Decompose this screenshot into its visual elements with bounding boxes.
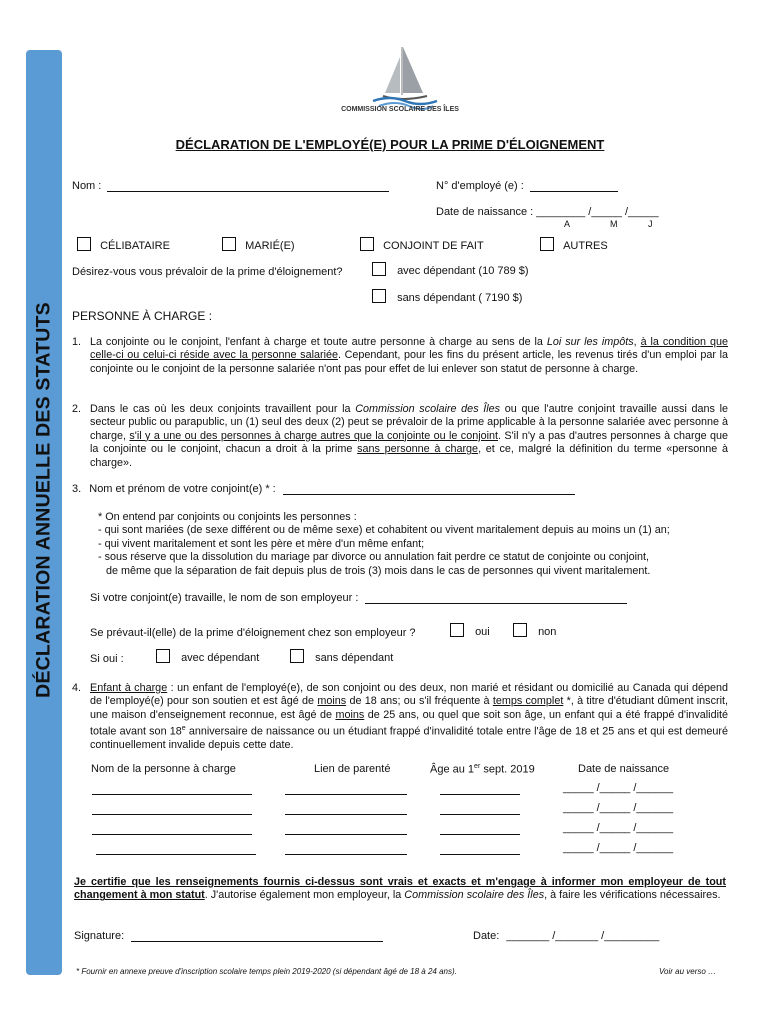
prime-question: Désirez-vous vous prévaloir de la prime d'éloignement? (72, 266, 343, 278)
celibataire-checkbox[interactable] (77, 237, 91, 251)
birth-label: Date de naissance : (436, 206, 534, 218)
dependent-row-2-name-field[interactable] (92, 814, 252, 815)
status-celibataire (77, 237, 170, 252)
col-age-b: sept. 2019 (480, 763, 535, 776)
signature-field[interactable] (131, 941, 383, 942)
note-intro: * On entend par conjoints ou conjoints les personnes : (98, 511, 357, 523)
dependent-row-4-birth-field[interactable]: _____ /_____ /______ (563, 842, 674, 854)
s4-text-c: *, à titre d'étudiant dûment inscrit, une maison d'enseignement reconnue, est âgé de (90, 695, 728, 721)
dependent-row-2-birth-field[interactable]: _____ /_____ /______ (563, 802, 674, 814)
conjoint-name-field[interactable] (283, 494, 575, 495)
employee-no-field[interactable] (530, 191, 618, 192)
prime-with-dependent-label: avec dépendant (10 789 $) (397, 265, 529, 277)
conjoint-label: CONJOINT DE FAIT (383, 240, 484, 252)
birth-m: M (610, 219, 618, 229)
certification-text-a: . J'autorise également mon employeur, la (204, 889, 405, 902)
spouse-prime-non (513, 623, 556, 638)
conjoint-checkbox[interactable] (360, 237, 374, 251)
section-4 (72, 682, 728, 753)
s4-moins-2: moins (335, 708, 365, 721)
nom-label: Nom : (72, 180, 102, 192)
s1-law-italic: Loi sur les impôts (546, 336, 634, 348)
birth-a: A (564, 219, 571, 229)
autres-checkbox[interactable] (540, 237, 554, 251)
dependent-row-3-name-field[interactable] (92, 834, 252, 835)
dependent-row-1-relation-field[interactable] (285, 794, 407, 795)
section-4-num: 4. (72, 682, 82, 694)
s2-text-b: ou que l'autre conjoint travaille aussi dans le secteur public ou parapublic, un (1) seul des deux (2) peut se prévaloir de la prime applicable à la personne salariée avec personne à charge, (90, 403, 729, 442)
birth-date-field[interactable]: ________ /_____ /_____ (536, 206, 659, 218)
section-2 (72, 403, 728, 470)
org-name: COMMISSION SCOLAIRE DES ÎLES (341, 106, 459, 113)
dependent-row-1-age-field[interactable] (440, 794, 520, 795)
birth-j: J (648, 219, 653, 229)
note-3: - sous réserve que la dissolution du mariage par divorce ou annulation fait perdre ce statut de conjointe ou conjoint, (98, 551, 649, 564)
certification-csi-italic: Commission scolaire des Îles (404, 889, 545, 902)
spouse-avec (156, 649, 259, 664)
employee-no-label: N° d'employé (e) : (436, 180, 524, 192)
signature-row (74, 930, 383, 942)
nom-field[interactable] (107, 191, 389, 192)
col-birth-header: Date de naissance (578, 763, 670, 775)
s2-text-c: . S'il n'y a pas d'autres personnes à charge que la conjointe ou le conjoint, chacun a droit à la prime (90, 429, 728, 456)
note-4: de même que la séparation de fait depuis plus de trois (3) mois dans le cas de personnes qui vivent maritalement. (106, 564, 651, 577)
employer-field[interactable] (365, 603, 627, 604)
oui-label: oui (475, 626, 490, 638)
s4-text-e: anniversaire de naissance ou un étudiant frappé d'invalidité totale entre l'âge de 18 et 25 ans et qui est demeuré continuellement invalide depuis cette date. (90, 725, 729, 752)
status-autres (540, 237, 608, 252)
section-3-num: 3. (72, 483, 82, 495)
dependent-row-2-age-field[interactable] (440, 814, 520, 815)
oui-checkbox[interactable] (450, 623, 464, 637)
sidebar-title: DÉCLARATION ANNUELLE DES STATUTS (32, 302, 55, 698)
s4-text-b: de 18 ans; ou s'il fréquente à (346, 695, 493, 708)
spouse-sans-checkbox[interactable] (290, 649, 304, 663)
col-relation-header: Lien de parenté (314, 763, 391, 775)
dependent-row-1-birth-field[interactable]: _____ /_____ /______ (563, 782, 674, 794)
col-age-sup: er (474, 763, 481, 770)
col-age-header (430, 763, 535, 776)
status-marie (222, 237, 295, 252)
conjoint-definition (98, 511, 670, 578)
prime-with-dependent (372, 262, 529, 277)
s4-text-a: : un enfant de l'employé(e), de son conjoint ou des deux, non marié et résidant ou domicilié au Canada qui dépend de l'employé(e) pour son soutien et est âgé de (90, 682, 728, 708)
marie-checkbox[interactable] (222, 237, 236, 251)
dependent-row-2-relation-field[interactable] (285, 814, 407, 815)
s4-sup: e (181, 725, 186, 733)
footer-note: * Fournir en annexe preuve d'inscription scolaire temps plein 2019-2020 (si dépendant âgé de 18 à 24 ans). (76, 967, 457, 976)
s4-moins-1: moins (317, 695, 347, 708)
spouse-prime-oui (450, 623, 490, 638)
s2-text-d: , et ce, malgré la définition du terme «personne à charge». (90, 443, 728, 469)
dependent-row-4-age-field[interactable] (440, 854, 520, 855)
non-label: non (538, 626, 557, 638)
spouse-sans (290, 649, 393, 664)
non-checkbox[interactable] (513, 623, 527, 637)
nom-row (72, 180, 389, 192)
date-field[interactable]: _______ /_______ /_________ (506, 930, 660, 942)
note-1: - qui sont mariées (de sexe différent ou de même sexe) et cohabitent ou vivent maritalement depuis au moins un (1) an; (98, 524, 670, 537)
s1-text-c: . Cependant, pour les fins du présent article, les revenus tirés d'un emploi par la conjointe ou le conjoint de la personne salariée n'ont pas pour effet de lui enlever son statut de personne à charge. (90, 349, 728, 375)
dependent-row-3-birth-field[interactable]: _____ /_____ /______ (563, 822, 674, 834)
section-3-row (72, 483, 575, 495)
s1-condition: à la condition que celle-ci ou celui-ci réside avec la personne salariée (90, 336, 728, 362)
page-title: DÉCLARATION DE L'EMPLOYÉ(E) POUR LA PRIME D'ÉLOIGNEMENT (175, 137, 605, 152)
status-conjoint (360, 237, 484, 252)
spouse-prime-question: Se prévaut-il(elle) de la prime d'éloignement chez son employeur ? (90, 627, 416, 639)
autres-label: AUTRES (563, 240, 608, 252)
marie-label: MARIÉ(E) (245, 240, 295, 252)
prime-without-dependent-label: sans dépendant ( 7190 $) (397, 292, 523, 304)
section-2-num: 2. (72, 403, 82, 415)
dependent-row-4-relation-field[interactable] (285, 854, 407, 855)
prime-with-dependent-checkbox[interactable] (372, 262, 386, 276)
note-2: - qui vivent maritalement et sont les père et mère d'un même enfant; (98, 537, 425, 550)
dependent-row-3-relation-field[interactable] (285, 834, 407, 835)
certification-text-b: , à faire les vérifications nécessaires. (544, 889, 721, 902)
date-row (473, 930, 659, 942)
dependent-row-4-name-field[interactable] (96, 854, 256, 855)
certification-bold: Je certifie que les renseignements fournis ci-dessus sont vrais et exacts et m'engage à informer mon employeur de tout changement à mon statut (74, 876, 726, 902)
spouse-avec-label: avec dépendant (181, 652, 260, 664)
celibataire-label: CÉLIBATAIRE (100, 240, 170, 252)
s1-text-b: , (633, 336, 641, 348)
employer-label: Si votre conjoint(e) travaille, le nom de son employeur : (90, 592, 359, 604)
s2-csi-italic: Commission scolaire des Îles (355, 403, 501, 415)
personne-a-charge-heading: PERSONNE À CHARGE : (72, 309, 213, 323)
date-label: Date: (473, 930, 500, 942)
s2-text-a: Dans le cas où les deux conjoints travaillent pour la (90, 403, 356, 415)
certification (74, 876, 726, 903)
s2-underline-2: sans personne à charge (357, 443, 479, 456)
s4-text-d: de 25 ans, ou quel que soit son âge, un enfant qui a été frappé d'invalidité totale avant son 18 (90, 708, 728, 738)
section-1 (72, 336, 728, 376)
conjoint-name-label: Nom et prénom de votre conjoint(e) * : (89, 483, 276, 495)
verso-note: Voir au verso … (659, 967, 717, 976)
birth-row (436, 206, 659, 218)
spouse-avec-checkbox[interactable] (156, 649, 170, 663)
section-1-num: 1. (72, 336, 82, 348)
si-oui-label: Si oui : (90, 653, 124, 665)
s2-underline-1: s'il y a une ou des personnes à charge autres que la conjointe ou le conjoint (129, 429, 499, 442)
signature-label: Signature: (74, 930, 125, 942)
prime-without-dependent-checkbox[interactable] (372, 289, 386, 303)
spouse-sans-label: sans dépendant (315, 652, 394, 664)
s4-temps-complet: temps complet (492, 695, 564, 708)
employer-row (90, 592, 627, 604)
s1-text-a: La conjointe ou le conjoint, l'enfant à charge et toute autre personne à charge au sens de la (90, 336, 547, 348)
dependent-row-3-age-field[interactable] (440, 834, 520, 835)
prime-without-dependent (372, 289, 522, 304)
col-age-a: Âge au 1 (430, 763, 475, 776)
s4-enfant-a-charge: Enfant à charge (90, 682, 168, 694)
employee-no-row (436, 180, 618, 192)
col-name-header: Nom de la personne à charge (91, 763, 236, 775)
dependent-row-1-name-field[interactable] (92, 794, 252, 795)
